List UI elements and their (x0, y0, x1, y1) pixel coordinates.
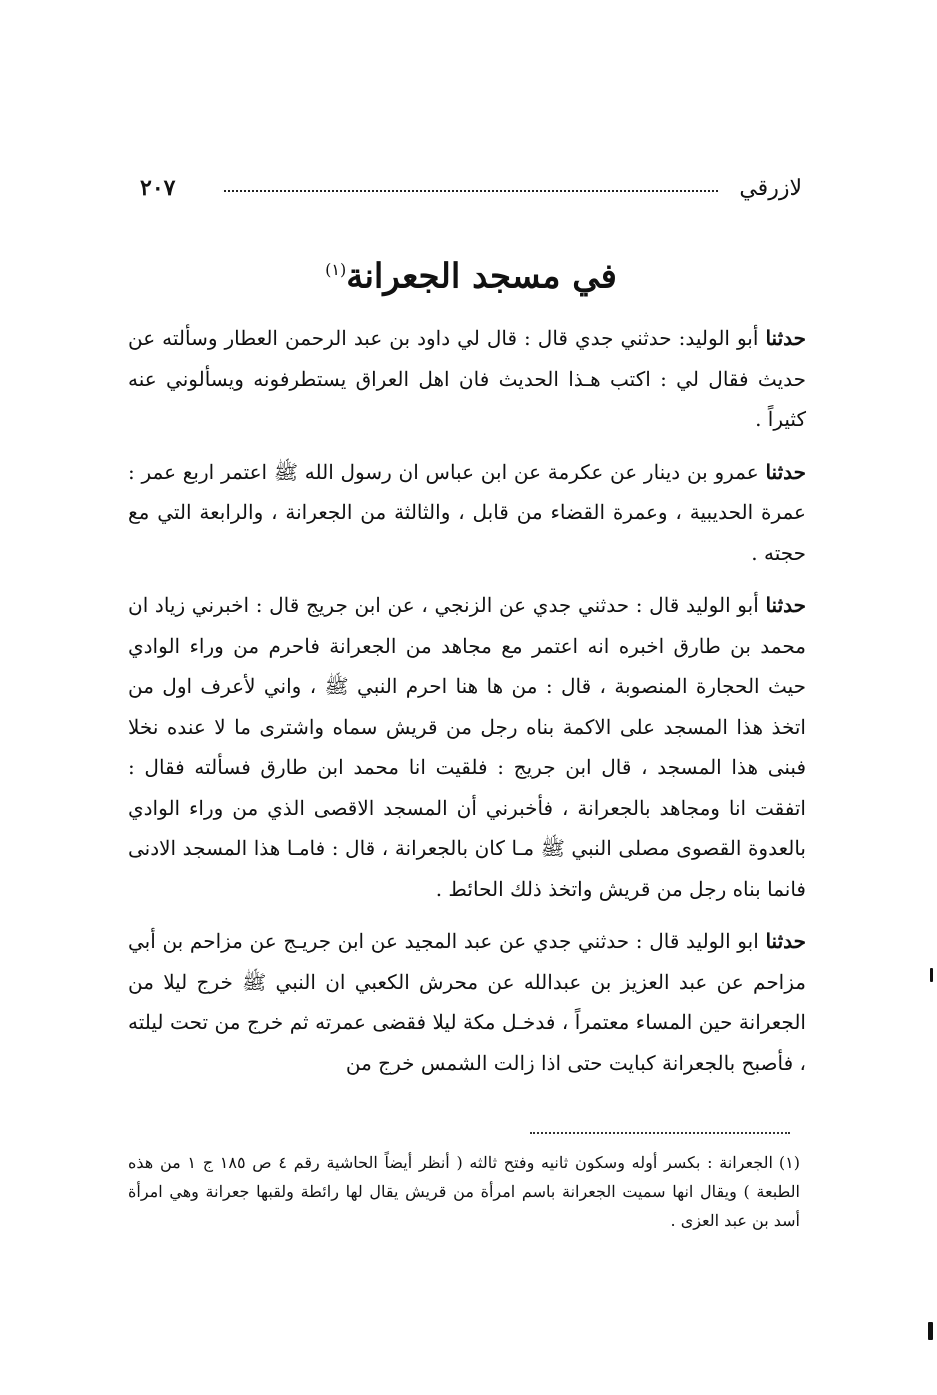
paragraph-lead: حدثنا (765, 593, 806, 617)
paragraph (128, 585, 806, 909)
footnote (128, 1148, 800, 1235)
footnote-number: (١) (778, 1153, 800, 1172)
running-header (140, 172, 802, 204)
header-dotted-rule (224, 190, 718, 192)
scan-edge-mark (930, 968, 933, 982)
chapter-footnote-ref: (١) (325, 260, 347, 279)
paragraph (128, 318, 806, 440)
chapter-title (140, 240, 802, 306)
body-text (128, 318, 806, 1085)
paragraph-text: عمرو بن دينار عن عكرمة عن ابن عباس ان رسول الله ﷺ اعتمر اربع عمر : عمرة الحديبية ، وعمرة القضاء من قابل ، والثالثة من الجعرانة ، والرابعة التي مع حجته . (128, 459, 806, 565)
chapter-title-text: في مسجد الجعرانة (346, 256, 617, 297)
paragraph-lead: حدثنا (765, 459, 806, 484)
paragraph-text: أبو الوليد قال : حدثني جدي عن الزنجي ، عن ابن جريج قال : اخبرني زياد ان محمد بن طارق اخبره انه اعتمر مع مجاهد من الجعرانة فاحرم من وراء الوادي حيث الحجارة المنصوبة ، قال : من ها هنا احرم النبي ﷺ ، واني لأعرف اول من اتخذ هذا المسجد على الاكمة بناه رجل من قريش سماه واشترى ما لا عنده نخلا فبنى هذا المسجد ، قال ابن جريج : فلقيت انا محمد ابن طارق فسألته فقال : اتفقت انا ومجاهد بالجعرانة ، فأخبرني أن المسجد الاقصى الذي من وراء الوادي بالعدوة القصوى مصلى النبي ﷺ مـا كان بالجعرانة ، قال : فامـا هذا المسجد الادنى فانما بناه رجل من قريش واتخذ ذلك الحائط . (128, 593, 807, 901)
paragraph-lead: حدثنا (765, 929, 806, 953)
footnote-text: الجعرانة : بكسر أوله وسكون ثانيه وفتح ثالثه ( أنظر أيضاً الحاشية رقم ٤ ص ١٨٥ ج ١ من هذه الطبعة ) ويقال انها سميت الجعرانة باسم امرأة من قريش يقال لها رائطة ولقبها جعرانة وهي امرأة أسد بن عبد العزى . (128, 1153, 800, 1230)
paragraph-text: أبو الوليد: حدثني جدي قال : قال لي داود بن عبد الرحمن العطار وسألته عن حديث فقال لي : اكتب هـذا الحديث فان اهل العراق يستطرفونه ويسألوني عنه كثيراً . (128, 326, 806, 431)
paragraph-text: ابو الوليد قال : حدثني جدي عن عبد المجيد عن ابن جريـج عن مزاحم بن أبي مزاحم عن عبد العزيز بن عبدالله عن محرش الكعبي ان النبي ﷺ خرج ليلا من الجعرانة حين المساء معتمراً ، فدخـل مكة ليلا فقضى عمرته ثم خرج من تحت ليلته ، فأصبح بالجعرانة كبايت حتى اذا زالت الشمس خرج من (128, 929, 806, 1075)
scan-edge-mark (928, 1322, 933, 1340)
paragraph-lead: حدثنا (765, 326, 806, 350)
page-number: ٢٠٧ (140, 175, 176, 201)
running-header-title: لازرقي (739, 175, 802, 201)
paragraph (128, 452, 806, 574)
footnote-divider (530, 1132, 790, 1134)
paragraph (128, 921, 806, 1083)
